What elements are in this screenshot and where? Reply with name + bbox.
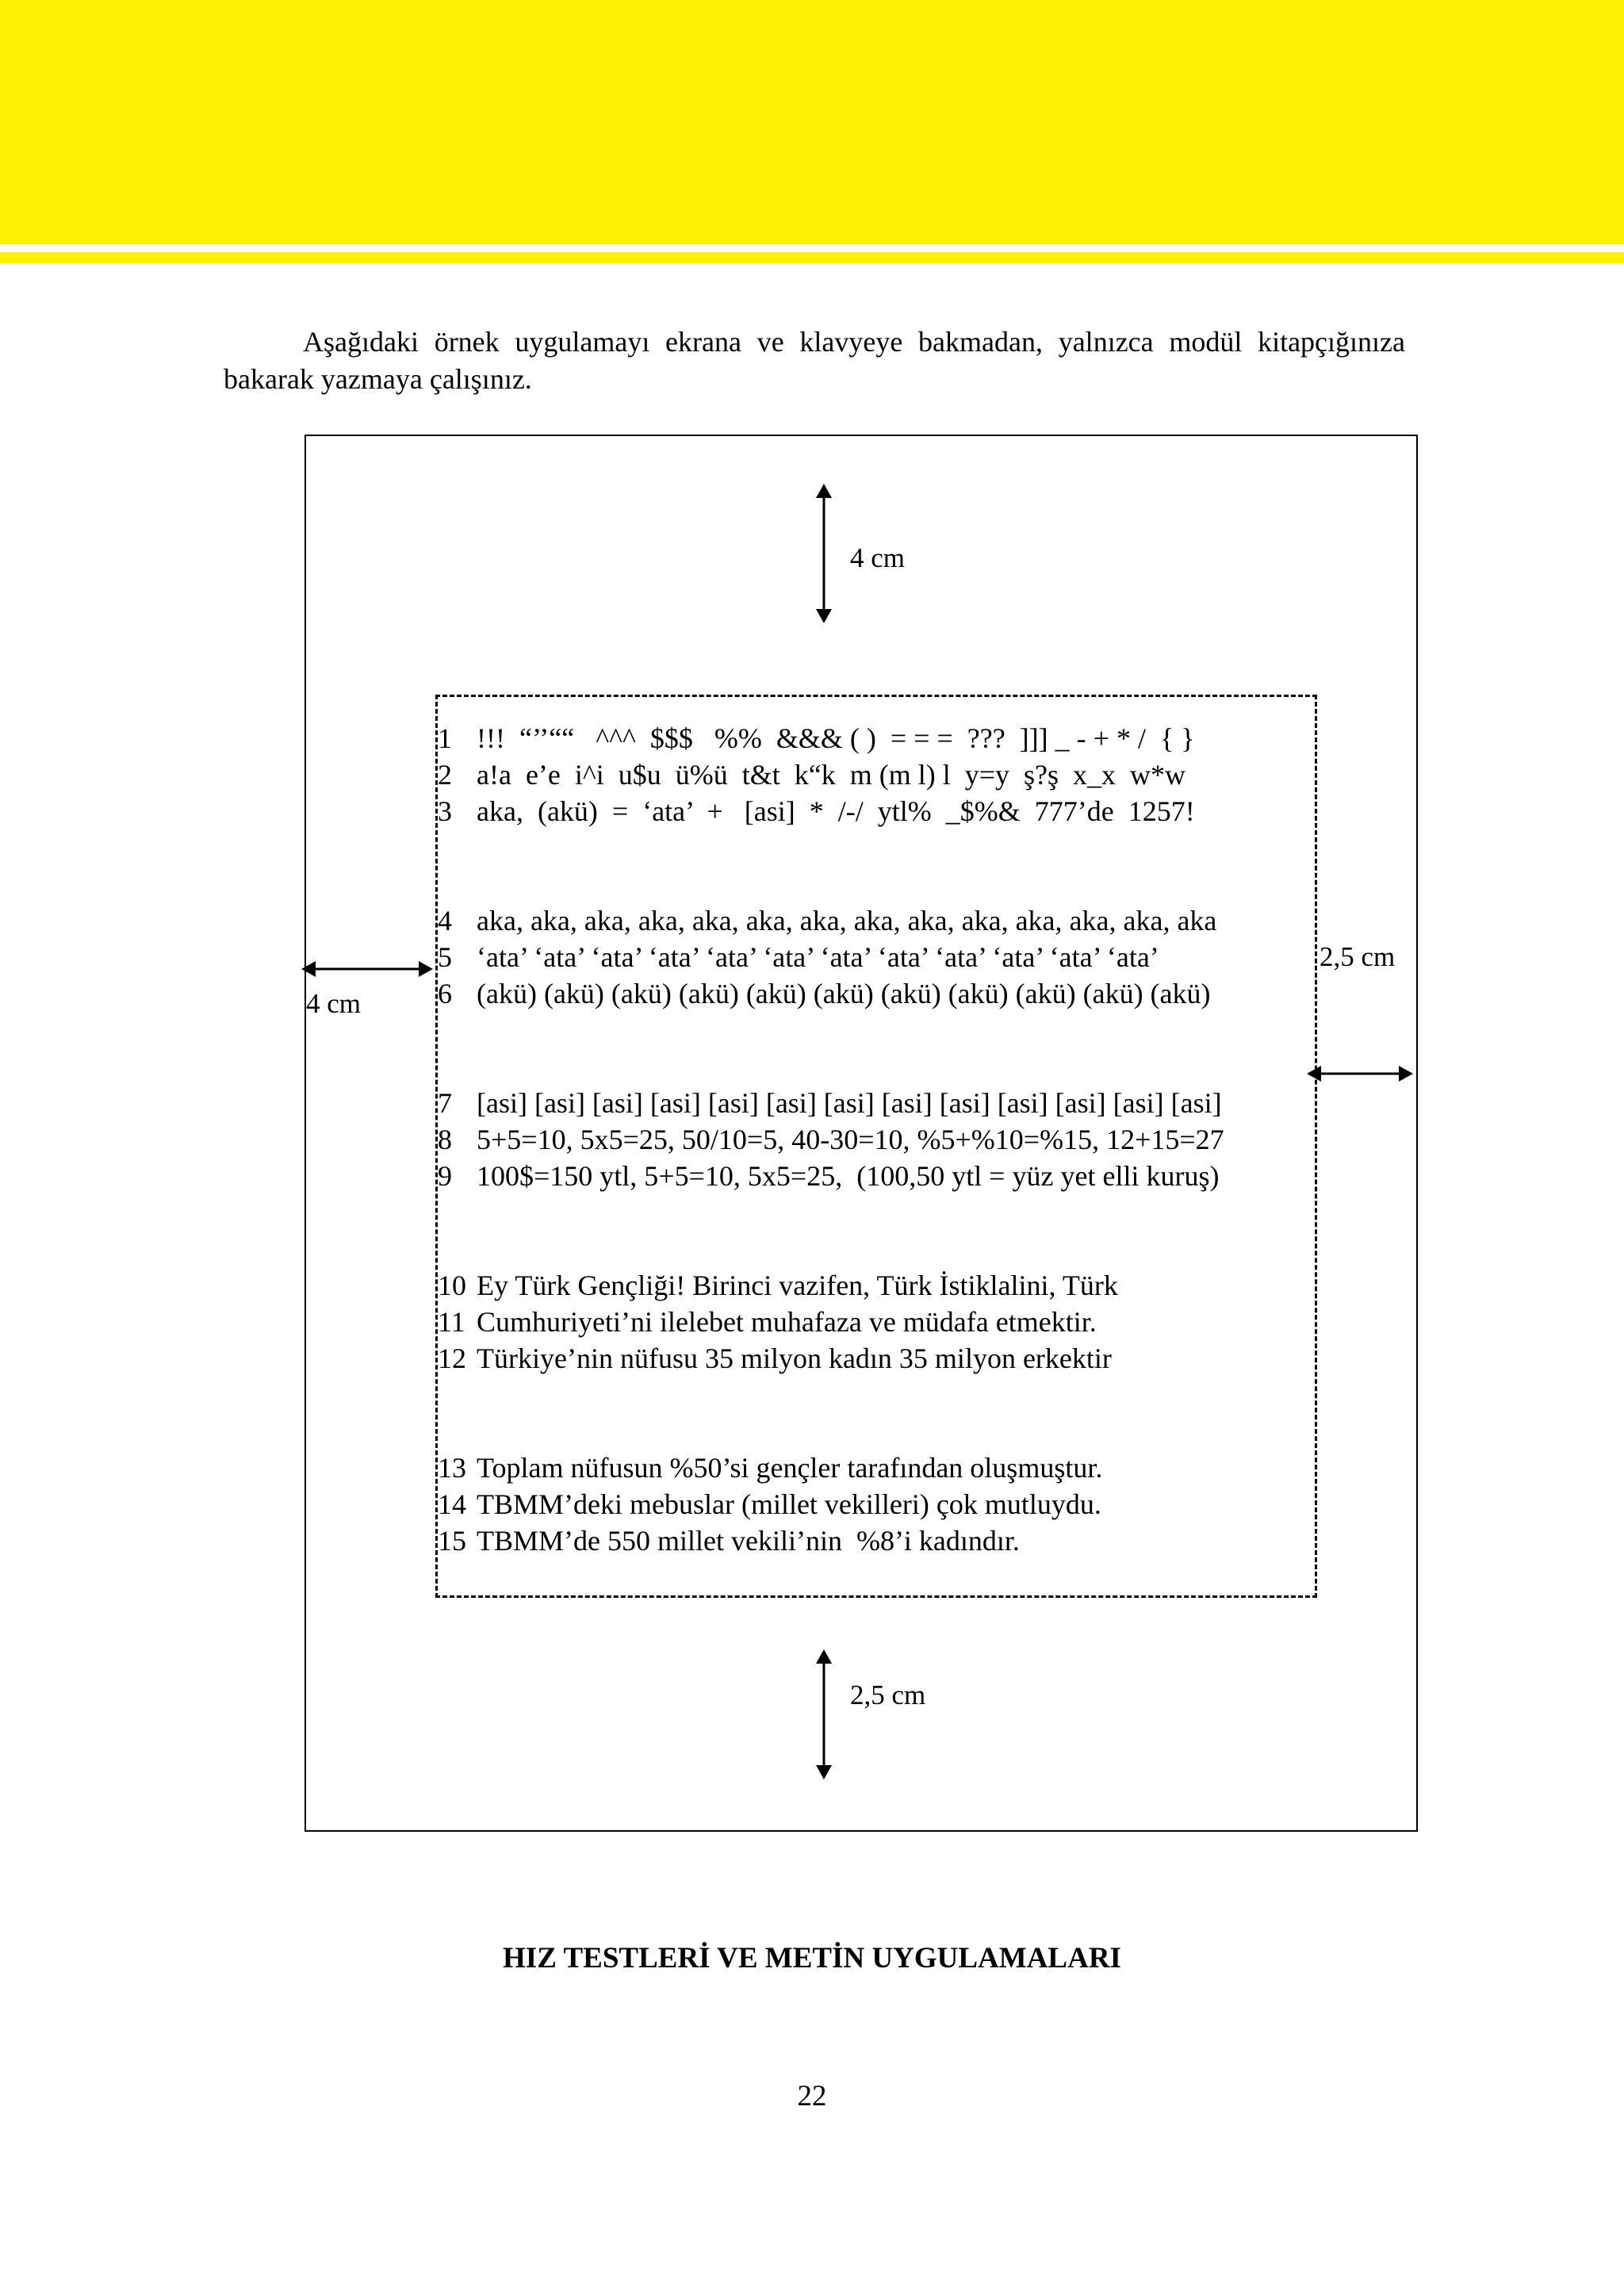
bottom-margin-arrow [812, 1649, 836, 1779]
practice-line [435, 1486, 1323, 1522]
practice-line [435, 1267, 1323, 1304]
header-rule [0, 252, 1624, 263]
line-number: 11 [438, 1306, 465, 1338]
practice-group [435, 1267, 1323, 1377]
practice-line [435, 756, 1323, 793]
line-number: 7 [438, 1087, 452, 1119]
line-number: 4 [438, 905, 452, 936]
line-number: 8 [438, 1124, 452, 1155]
line-number: 6 [438, 978, 452, 1009]
line-number: 12 [438, 1342, 466, 1374]
right-margin-label: 2,5 cm [1320, 941, 1396, 972]
line-number: 9 [438, 1160, 452, 1192]
line-number: 1 [438, 722, 452, 754]
line-number: 13 [438, 1452, 466, 1484]
line-number: 10 [438, 1270, 466, 1301]
line-text: TBMM’de 550 millet vekili’nin %8’i kadındır. [477, 1525, 1020, 1557]
line-text: aka, aka, aka, aka, aka, aka, aka, aka, aka, aka, aka, aka, aka, aka [477, 905, 1217, 936]
line-number: 5 [438, 941, 452, 973]
section-title: HIZ TESTLERİ VE METİN UYGULAMALARI [503, 1942, 1121, 1974]
line-text: Cumhuriyeti’ni ilelebet muhafaza ve müdafa etmektir. [477, 1306, 1097, 1338]
line-text: TBMM’deki mebuslar (millet vekilleri) çok mutluydu. [477, 1488, 1101, 1520]
practice-group [435, 720, 1323, 829]
practice-line [435, 1158, 1323, 1194]
left-margin-label: 4 cm [306, 988, 362, 1019]
line-text: Ey Türk Gençliği! Birinci vazifen, Türk İstiklalini, Türk [477, 1270, 1118, 1301]
bottom-margin-label: 2,5 cm [850, 1679, 926, 1710]
top-margin-arrow [812, 484, 836, 623]
practice-line [435, 720, 1323, 756]
practice-line [435, 1085, 1323, 1121]
line-text: (akü) (akü) (akü) (akü) (akü) (akü) (akü) (akü) (akü) (akü) (akü) [477, 978, 1211, 1009]
line-text: [asi] [asi] [asi] [asi] [asi] [asi] [asi] [asi] [asi] [asi] [asi] [asi] [asi] [477, 1087, 1222, 1119]
practice-line [435, 793, 1323, 829]
line-number: 2 [438, 759, 452, 791]
page-number: 22 [797, 2080, 827, 2112]
practice-line [435, 1522, 1323, 1559]
practice-line [435, 1450, 1323, 1486]
practice-group [435, 902, 1323, 1012]
line-number: 14 [438, 1488, 466, 1520]
practice-text [435, 720, 1323, 1559]
instruction-text: Aşağıdaki örnek uygulamayı ekrana ve klavyeye bakmadan, yalnızca modül kitapçığınıza bakarak yazmaya çalışınız. [224, 326, 1405, 395]
line-text: a!a e’e i^i u$u ü%ü t&t k“k m (m l) l y=y ş?ş x_x w*w [477, 759, 1186, 791]
practice-group [435, 1450, 1323, 1559]
practice-line [435, 1121, 1323, 1158]
practice-line [435, 1340, 1323, 1377]
line-text: 5+5=10, 5x5=25, 50/10=5, 40-30=10, %5+%10=%15, 12+15=27 [477, 1124, 1224, 1155]
line-text: !!! “’’““ ^^^ $$$ %% &&& ( ) = = = ??? ]]] _ - + * / { } [477, 722, 1195, 754]
practice-line [435, 902, 1323, 939]
top-margin-label: 4 cm [850, 542, 906, 573]
line-number: 3 [438, 795, 452, 827]
left-margin-arrow [301, 957, 433, 981]
practice-group [435, 1085, 1323, 1194]
line-text: ‘ata’ ‘ata’ ‘ata’ ‘ata’ ‘ata’ ‘ata’ ‘ata’ ‘ata’ ‘ata’ ‘ata’ ‘ata’ ‘ata’ [477, 941, 1159, 973]
practice-line [435, 1304, 1323, 1340]
header-band [0, 0, 1624, 244]
practice-line [435, 939, 1323, 975]
practice-line [435, 975, 1323, 1012]
line-text: Toplam nüfusun %50’si gençler tarafından oluşmuştur. [477, 1452, 1103, 1484]
line-text: aka, (akü) = ‘ata’ + [asi] * /-/ ytl% _$%& 777’de 1257! [477, 795, 1195, 827]
instruction-paragraph [224, 324, 1405, 398]
line-text: 100$=150 ytl, 5+5=10, 5x5=25, (100,50 ytl = yüz yet elli kuruş) [477, 1160, 1220, 1192]
line-text: Türkiye’nin nüfusu 35 milyon kadın 35 milyon erkektir [477, 1342, 1112, 1374]
line-number: 15 [438, 1525, 466, 1557]
